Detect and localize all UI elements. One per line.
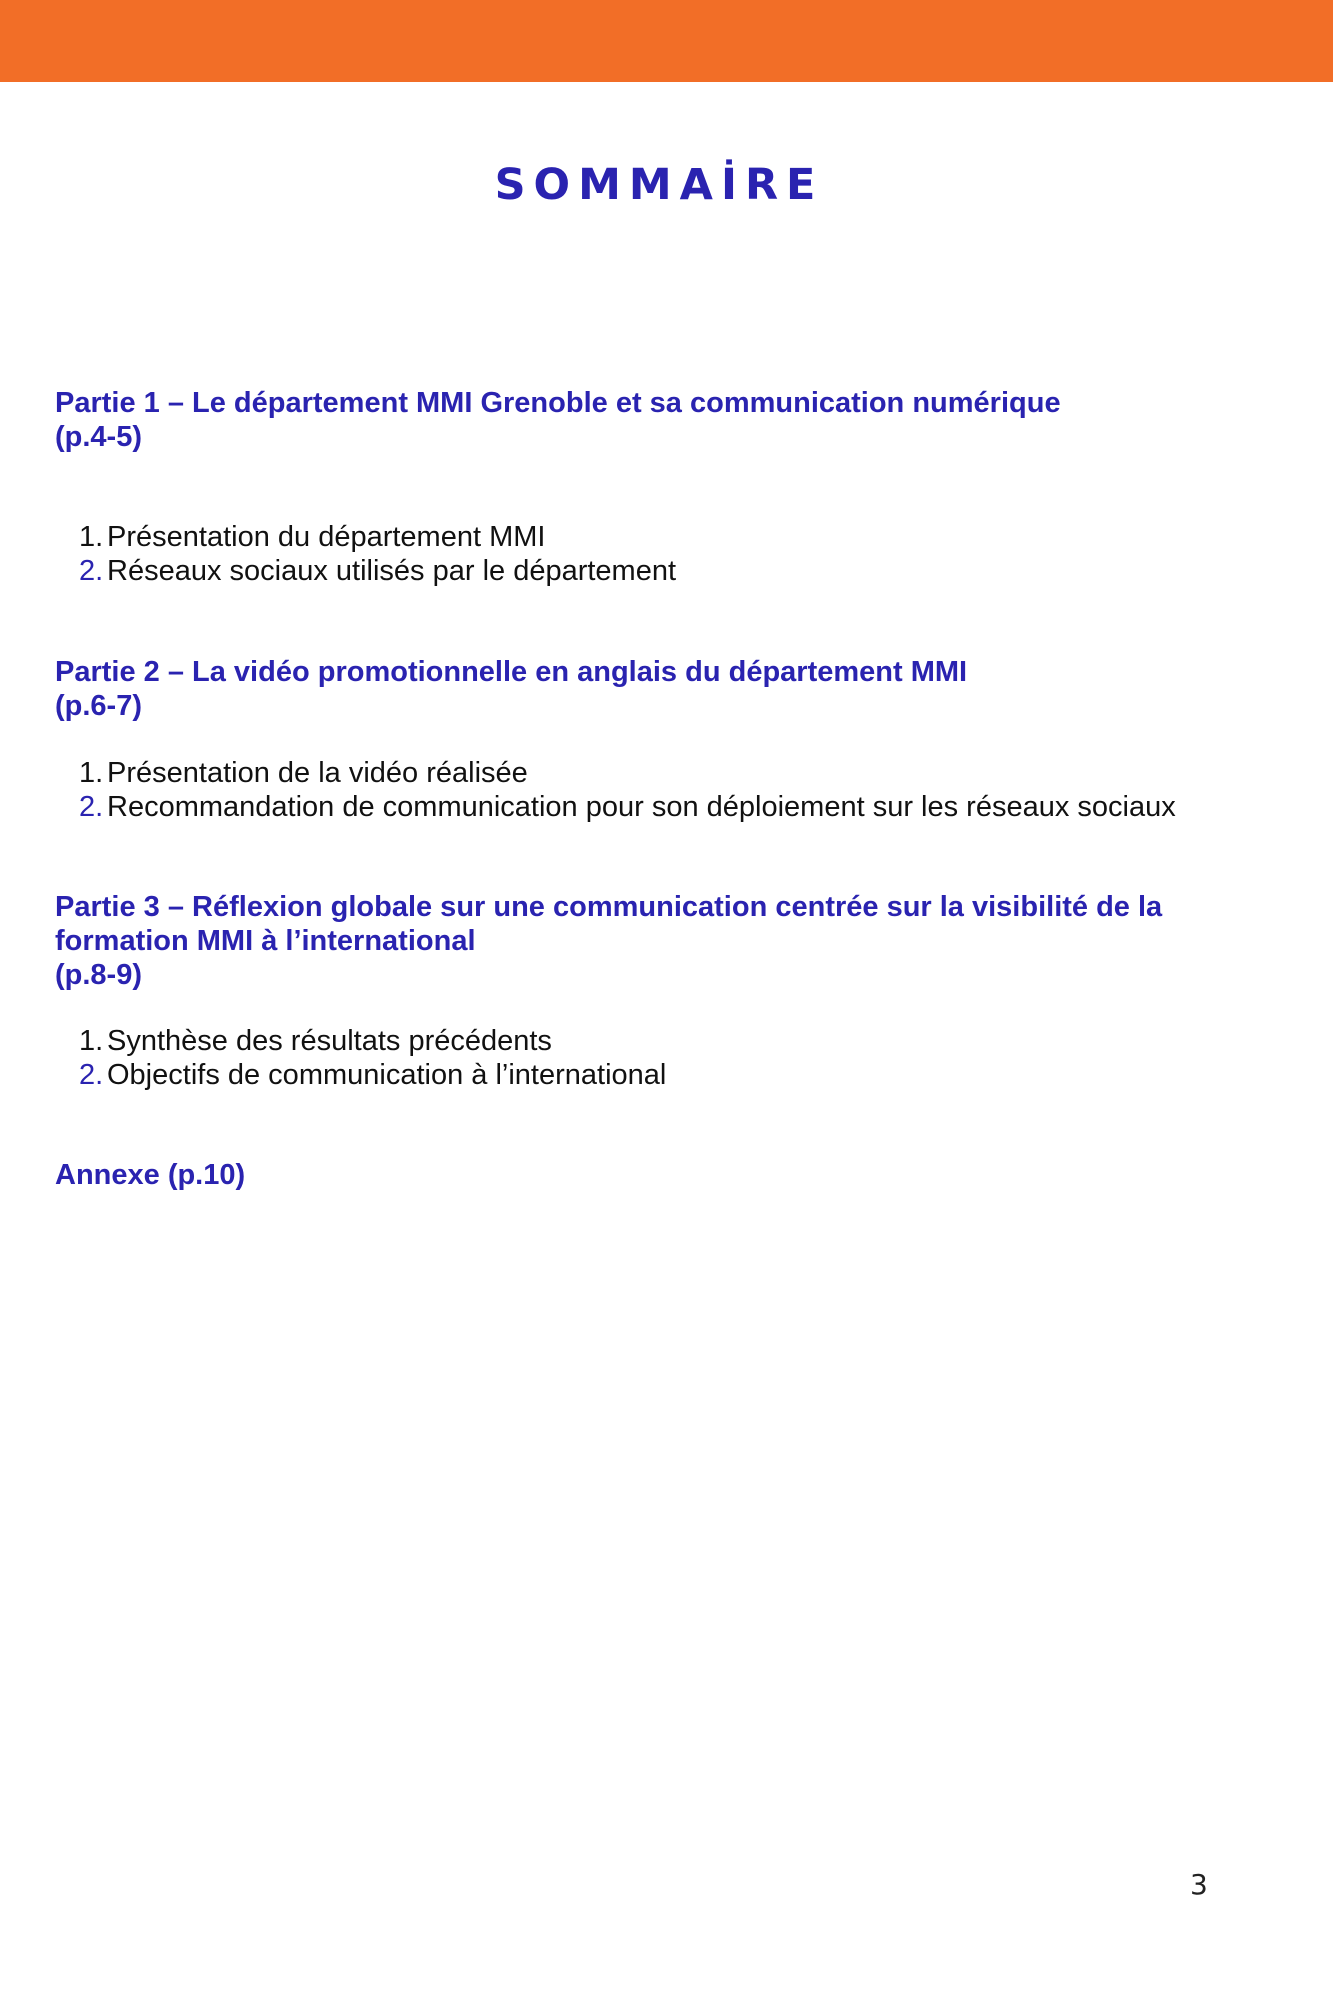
list-item[interactable] bbox=[55, 1058, 1285, 1092]
part-1-list bbox=[55, 520, 1285, 588]
list-item-label: Présentation du département MMI bbox=[107, 521, 546, 553]
page-title: SOMMAİRE bbox=[494, 160, 824, 210]
part-2-heading-line-2: (p.6-7) bbox=[55, 690, 142, 722]
part-3-heading[interactable] bbox=[55, 890, 1285, 992]
list-item[interactable] bbox=[55, 790, 1285, 824]
list-item-label: Objectifs de communication à l’international bbox=[107, 1059, 667, 1091]
list-item-label: Synthèse des résultats précédents bbox=[107, 1025, 552, 1057]
list-item-number: 2. bbox=[79, 791, 104, 823]
list-item-label: Réseaux sociaux utilisés par le département bbox=[107, 555, 677, 587]
header-band bbox=[0, 0, 1333, 82]
part-3-heading-line-2: formation MMI à l’international bbox=[55, 925, 476, 957]
list-item[interactable] bbox=[55, 554, 1285, 588]
part-1-heading-line-2: (p.4-5) bbox=[55, 421, 142, 453]
part-1-heading[interactable] bbox=[55, 386, 1285, 454]
part-3-list bbox=[55, 1024, 1285, 1092]
list-item-number: 1. bbox=[79, 757, 104, 789]
list-item-number: 2. bbox=[79, 1059, 104, 1091]
part-1-heading-line-1: Partie 1 – Le département MMI Grenoble et sa communication numérique bbox=[55, 387, 1061, 419]
page-number: 3 bbox=[1190, 1868, 1208, 1901]
list-item[interactable] bbox=[55, 1024, 1285, 1058]
list-item[interactable] bbox=[55, 520, 1285, 554]
annex-heading[interactable]: Annexe (p.10) bbox=[55, 1159, 246, 1191]
part-2-list bbox=[55, 756, 1285, 824]
part-3-heading-line-3: (p.8-9) bbox=[55, 959, 142, 991]
part-2-heading-line-1: Partie 2 – La vidéo promotionnelle en anglais du département MMI bbox=[55, 656, 968, 688]
list-item-number: 1. bbox=[79, 521, 104, 553]
list-item[interactable] bbox=[55, 756, 1285, 790]
list-item-label: Recommandation de communication pour son déploiement sur les réseaux sociaux bbox=[107, 791, 1176, 823]
list-item-number: 1. bbox=[79, 1025, 104, 1057]
part-2-heading[interactable] bbox=[55, 655, 1285, 723]
list-item-label: Présentation de la vidéo réalisée bbox=[107, 757, 528, 789]
part-3-heading-line-1: Partie 3 – Réflexion globale sur une communication centrée sur la visibilité de la bbox=[55, 891, 1163, 923]
list-item-number: 2. bbox=[79, 555, 104, 587]
